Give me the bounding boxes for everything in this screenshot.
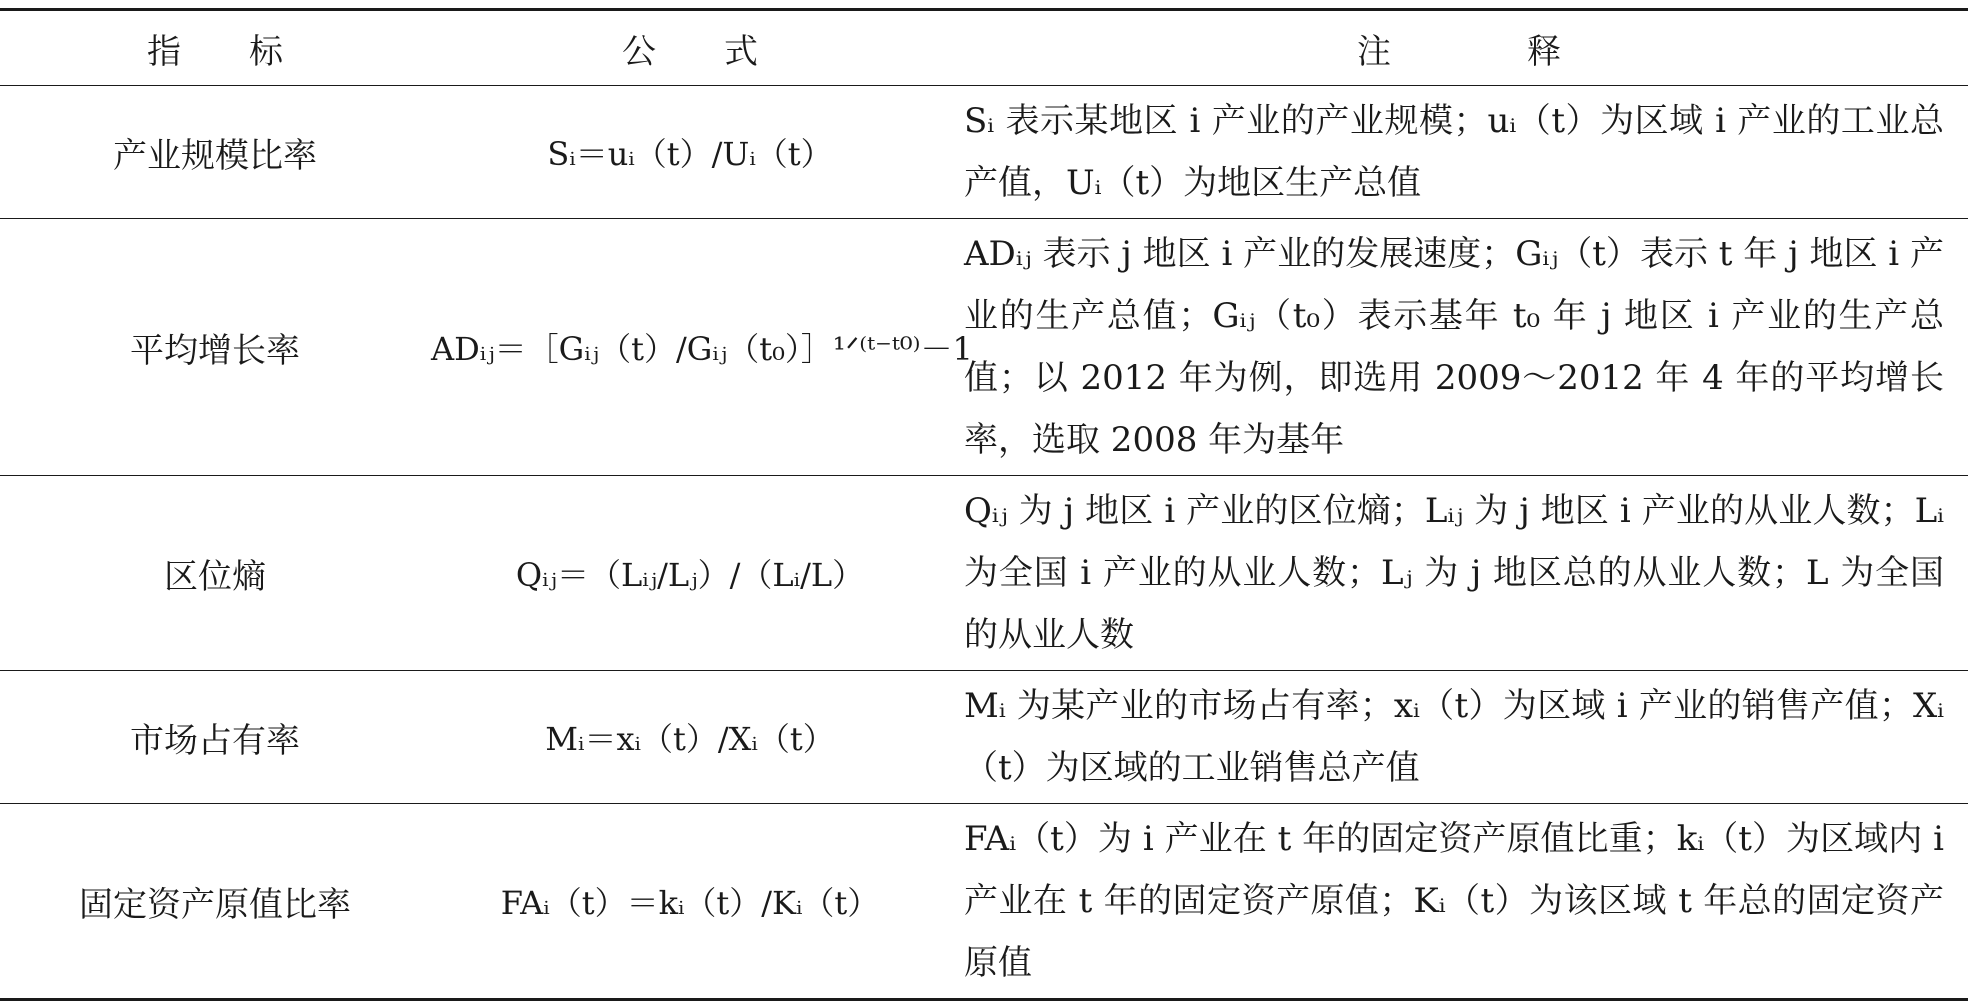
formula-cell: Qᵢⱼ＝（Lᵢⱼ/Lⱼ）/（Lᵢ/L）: [430, 476, 950, 671]
header-indicator: 指 标: [0, 10, 430, 86]
header-note: 注 释: [950, 10, 1968, 86]
table-row: [0, 804, 1968, 1000]
table-body: [0, 86, 1968, 1000]
table-row: [0, 86, 1968, 219]
note-cell: Mᵢ 为某产业的市场占有率；xᵢ（t）为区域 i 产业的销售产值；Xᵢ（t）为区域的工业销售总产值: [950, 671, 1968, 804]
indicator-cell: 市场占有率: [0, 671, 430, 804]
note-cell: Sᵢ 表示某地区 i 产业的产业规模；uᵢ（t）为区域 i 产业的工业总产值，Uᵢ（t）为地区生产总值: [950, 86, 1968, 219]
note-cell: Qᵢⱼ 为 j 地区 i 产业的区位熵；Lᵢⱼ 为 j 地区 i 产业的从业人数；Lᵢ 为全国 i 产业的从业人数；Lⱼ 为 j 地区总的从业人数；L 为全国的从业人数: [950, 476, 1968, 671]
indicator-cell: 产业规模比率: [0, 86, 430, 219]
indicator-cell: 区位熵: [0, 476, 430, 671]
note-cell: FAᵢ（t）为 i 产业在 t 年的固定资产原值比重；kᵢ（t）为区域内 i 产业在 t 年的固定资产原值；Kᵢ（t）为该区域 t 年总的固定资产原值: [950, 804, 1968, 1000]
indicator-cell: 固定资产原值比率: [0, 804, 430, 1000]
indicator-table-container: [0, 8, 1968, 1001]
formula-cell: FAᵢ（t）＝kᵢ（t）/Kᵢ（t）: [430, 804, 950, 1000]
header-row: [0, 10, 1968, 86]
formula-cell: ADᵢⱼ＝［Gᵢⱼ（t）/Gᵢⱼ（t₀）］¹ᐟ⁽ᵗ⁻ᵗ⁰⁾－1: [430, 219, 950, 476]
indicator-table: [0, 8, 1968, 1001]
header-formula: 公 式: [430, 10, 950, 86]
indicator-cell: 平均增长率: [0, 219, 430, 476]
formula-cell: Sᵢ＝uᵢ（t）/Uᵢ（t）: [430, 86, 950, 219]
formula-cell: Mᵢ＝xᵢ（t）/Xᵢ（t）: [430, 671, 950, 804]
table-row: [0, 219, 1968, 476]
note-cell: ADᵢⱼ 表示 j 地区 i 产业的发展速度；Gᵢⱼ（t）表示 t 年 j 地区 i 产业的生产总值；Gᵢⱼ（t₀）表示基年 t₀ 年 j 地区 i 产业的生产总值；以 2012 年为例，即选用 2009～2012 年 4 年的平均增长率，选取 2008 年为基年: [950, 219, 1968, 476]
table-row: [0, 671, 1968, 804]
table-header: [0, 10, 1968, 86]
table-row: [0, 476, 1968, 671]
